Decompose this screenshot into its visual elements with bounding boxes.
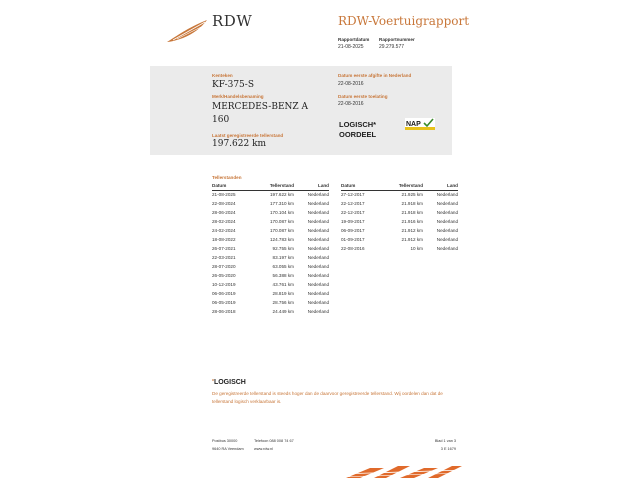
- reading-row: [341, 244, 458, 253]
- first-admission-label: Datum eerste toelating: [338, 94, 388, 99]
- reading-date: 10-12-2019: [212, 282, 236, 287]
- reading-country: Nederland: [436, 228, 458, 233]
- explanation-title: [212, 379, 246, 386]
- readings-section-label: Tellerstanden: [212, 175, 242, 180]
- reading-country: Nederland: [436, 246, 458, 251]
- reading-odometer: 83.197 km: [272, 255, 294, 260]
- explanation-heading: LOGISCH: [213, 379, 246, 386]
- reading-odometer: 63.055 km: [272, 264, 294, 269]
- plate-label: Kenteken: [212, 73, 233, 78]
- reading-odometer: 10 km: [410, 246, 423, 251]
- reading-row: [212, 208, 329, 217]
- verdict-line-2: OORDEEL: [339, 130, 377, 139]
- reading-row: [341, 190, 458, 199]
- reading-country: Nederland: [307, 228, 329, 233]
- header-odometer: Tellerstand: [254, 183, 294, 190]
- reading-date: 19-09-2017: [341, 219, 365, 224]
- reading-date: 28-02-2024: [212, 219, 236, 224]
- reading-date: 24-02-2024: [212, 228, 236, 233]
- reading-date: 26-07-2021: [212, 246, 236, 251]
- verdict-line-1: LOGISCH*: [339, 120, 377, 129]
- vehicle-model: MERCEDES-BENZ A 160: [212, 102, 309, 125]
- reading-date: 26-05-2020: [212, 273, 236, 278]
- header-date: Datum: [341, 183, 383, 190]
- reading-date: 06-05-2019: [212, 300, 236, 305]
- reading-row: [212, 235, 329, 244]
- footer-website[interactable]: www.rdw.nl: [254, 447, 273, 451]
- reading-odometer: 24.449 km: [272, 309, 294, 314]
- table-header-row: [341, 183, 458, 190]
- reading-odometer: 21.916 km: [401, 219, 423, 224]
- header-odometer: Tellerstand: [383, 183, 423, 190]
- reading-row: [212, 253, 329, 262]
- reading-country: Nederland: [436, 210, 458, 215]
- reading-odometer: 21.912 km: [401, 237, 423, 242]
- report-title: RDW-Voertuigrapport: [338, 14, 470, 28]
- reading-odometer: 21.912 km: [401, 228, 423, 233]
- reading-odometer: 170.104 km: [269, 210, 294, 215]
- table-header-row: [212, 183, 329, 190]
- reading-row: [341, 208, 458, 217]
- header-date: Datum: [212, 183, 254, 190]
- reading-date: 28-06-2024: [212, 210, 236, 215]
- report-date-value: 21-08-2025: [338, 44, 364, 50]
- report-number-label: Rapportnummer: [379, 37, 415, 42]
- reading-row: [212, 307, 329, 316]
- reading-country: Nederland: [436, 192, 458, 198]
- reading-country: Nederland: [307, 300, 329, 305]
- reading-date: 22-08-2024: [212, 201, 236, 206]
- reading-date: 06-09-2017: [341, 228, 365, 233]
- reading-odometer: 124.783 km: [269, 237, 294, 242]
- reading-date: 22-12-2017: [341, 201, 365, 206]
- reading-country: Nederland: [307, 201, 329, 206]
- reading-date: 06-06-2019: [212, 291, 236, 296]
- reading-country: Nederland: [307, 273, 329, 278]
- reading-country: Nederland: [307, 264, 329, 269]
- reading-odometer: 92.755 km: [272, 246, 294, 251]
- nap-badge-icon: [405, 118, 435, 130]
- reading-odometer: 21.925 km: [401, 192, 423, 198]
- footer-address: [212, 437, 244, 453]
- reading-country: Nederland: [307, 219, 329, 224]
- verdict: [339, 120, 376, 140]
- reading-date: 01-09-2017: [341, 237, 365, 242]
- reading-country: Nederland: [436, 237, 458, 242]
- model-label: Merk/Handelsbenaming: [212, 94, 264, 99]
- explanation-text: De geregistreerde tellerstand is steeds hoger dan de daarvoor geregistreerde tellerstand. Wij oordelen dan dat de tellerstand logisch verklaarbaar is.: [212, 391, 443, 404]
- reading-row: [212, 244, 329, 253]
- reading-row: [212, 280, 329, 289]
- reading-row: [212, 190, 329, 199]
- reading-row: [212, 298, 329, 307]
- reading-odometer: 43.761 km: [272, 282, 294, 287]
- reading-date: 22-12-2017: [341, 210, 365, 215]
- footer-phone: Telefoon 088 008 74 67: [254, 439, 294, 443]
- footer-contact: [254, 437, 294, 453]
- reading-row: [341, 199, 458, 208]
- readings-table-left: [212, 183, 329, 316]
- nap-badge-text: NAP: [406, 121, 421, 128]
- reading-country: Nederland: [436, 201, 458, 206]
- reading-date: 28-06-2018: [212, 309, 236, 314]
- report-meta: [338, 37, 439, 50]
- reading-odometer: 170.087 km: [269, 228, 294, 233]
- reading-date: 22-08-2016: [341, 246, 365, 251]
- license-plate: KF-375-S: [212, 80, 254, 90]
- reading-row: [212, 289, 329, 298]
- reading-country: Nederland: [307, 210, 329, 215]
- footer-code: 3 E 1679: [440, 447, 456, 451]
- report-date-label: Rapportdatum: [338, 37, 370, 42]
- reading-odometer: 21.918 km: [401, 201, 423, 206]
- reading-row: [341, 235, 458, 244]
- report-number-value: 29.279.577: [379, 44, 405, 50]
- first-registration-nl-date: 22-08-2016: [338, 81, 364, 87]
- header-country: Land: [294, 183, 329, 190]
- readings-table-right: [341, 183, 458, 253]
- reading-country: Nederland: [307, 291, 329, 296]
- reading-country: Nederland: [307, 282, 329, 287]
- first-admission-date: 22-08-2016: [338, 101, 364, 107]
- footer-page: Blad 1 van 3: [434, 439, 456, 443]
- header-country: Land: [423, 183, 458, 190]
- reading-odometer: 28.819 km: [272, 291, 294, 296]
- reading-odometer: 170.087 km: [269, 219, 294, 224]
- reading-country: Nederland: [307, 237, 329, 242]
- reading-date: 18-08-2022: [212, 237, 236, 242]
- reading-country: Nederland: [307, 192, 329, 198]
- reading-row: [212, 199, 329, 208]
- reading-odometer: 21.918 km: [401, 210, 423, 215]
- rdw-logo-icon: [165, 18, 209, 44]
- reading-date: 27-12-2017: [341, 192, 365, 198]
- footer-page-info: [420, 437, 456, 453]
- footer-city: 9640 RA Veendam: [212, 447, 244, 451]
- reading-date: 21-08-2025: [212, 192, 236, 198]
- last-odometer-value: 197.622 km: [212, 139, 267, 149]
- reading-row: [341, 226, 458, 235]
- reading-country: Nederland: [436, 219, 458, 224]
- first-registration-nl-label: Datum eerste afgifte in Nederland: [338, 73, 412, 78]
- reading-odometer: 56.388 km: [272, 273, 294, 278]
- reading-country: Nederland: [307, 255, 329, 260]
- reading-date: 22-03-2021: [212, 255, 236, 260]
- reading-row: [212, 262, 329, 271]
- reading-odometer: 177.310 km: [269, 201, 294, 206]
- brand-name: RDW: [212, 12, 253, 30]
- reading-odometer: 197.622 km: [269, 192, 294, 198]
- reading-country: Nederland: [307, 309, 329, 314]
- reading-row: [341, 217, 458, 226]
- reading-odometer: 28.756 km: [272, 300, 294, 305]
- reading-row: [212, 217, 329, 226]
- reading-country: Nederland: [307, 246, 329, 251]
- asterisk: *: [212, 379, 214, 385]
- footer-po-box: Postbus 30000: [212, 439, 238, 443]
- reading-row: [212, 271, 329, 280]
- reading-date: 28-07-2020: [212, 264, 236, 269]
- reading-row: [212, 226, 329, 235]
- footer-decoration: [340, 464, 464, 480]
- last-odometer-label: Laatst geregistreerde tellerstand: [212, 133, 284, 138]
